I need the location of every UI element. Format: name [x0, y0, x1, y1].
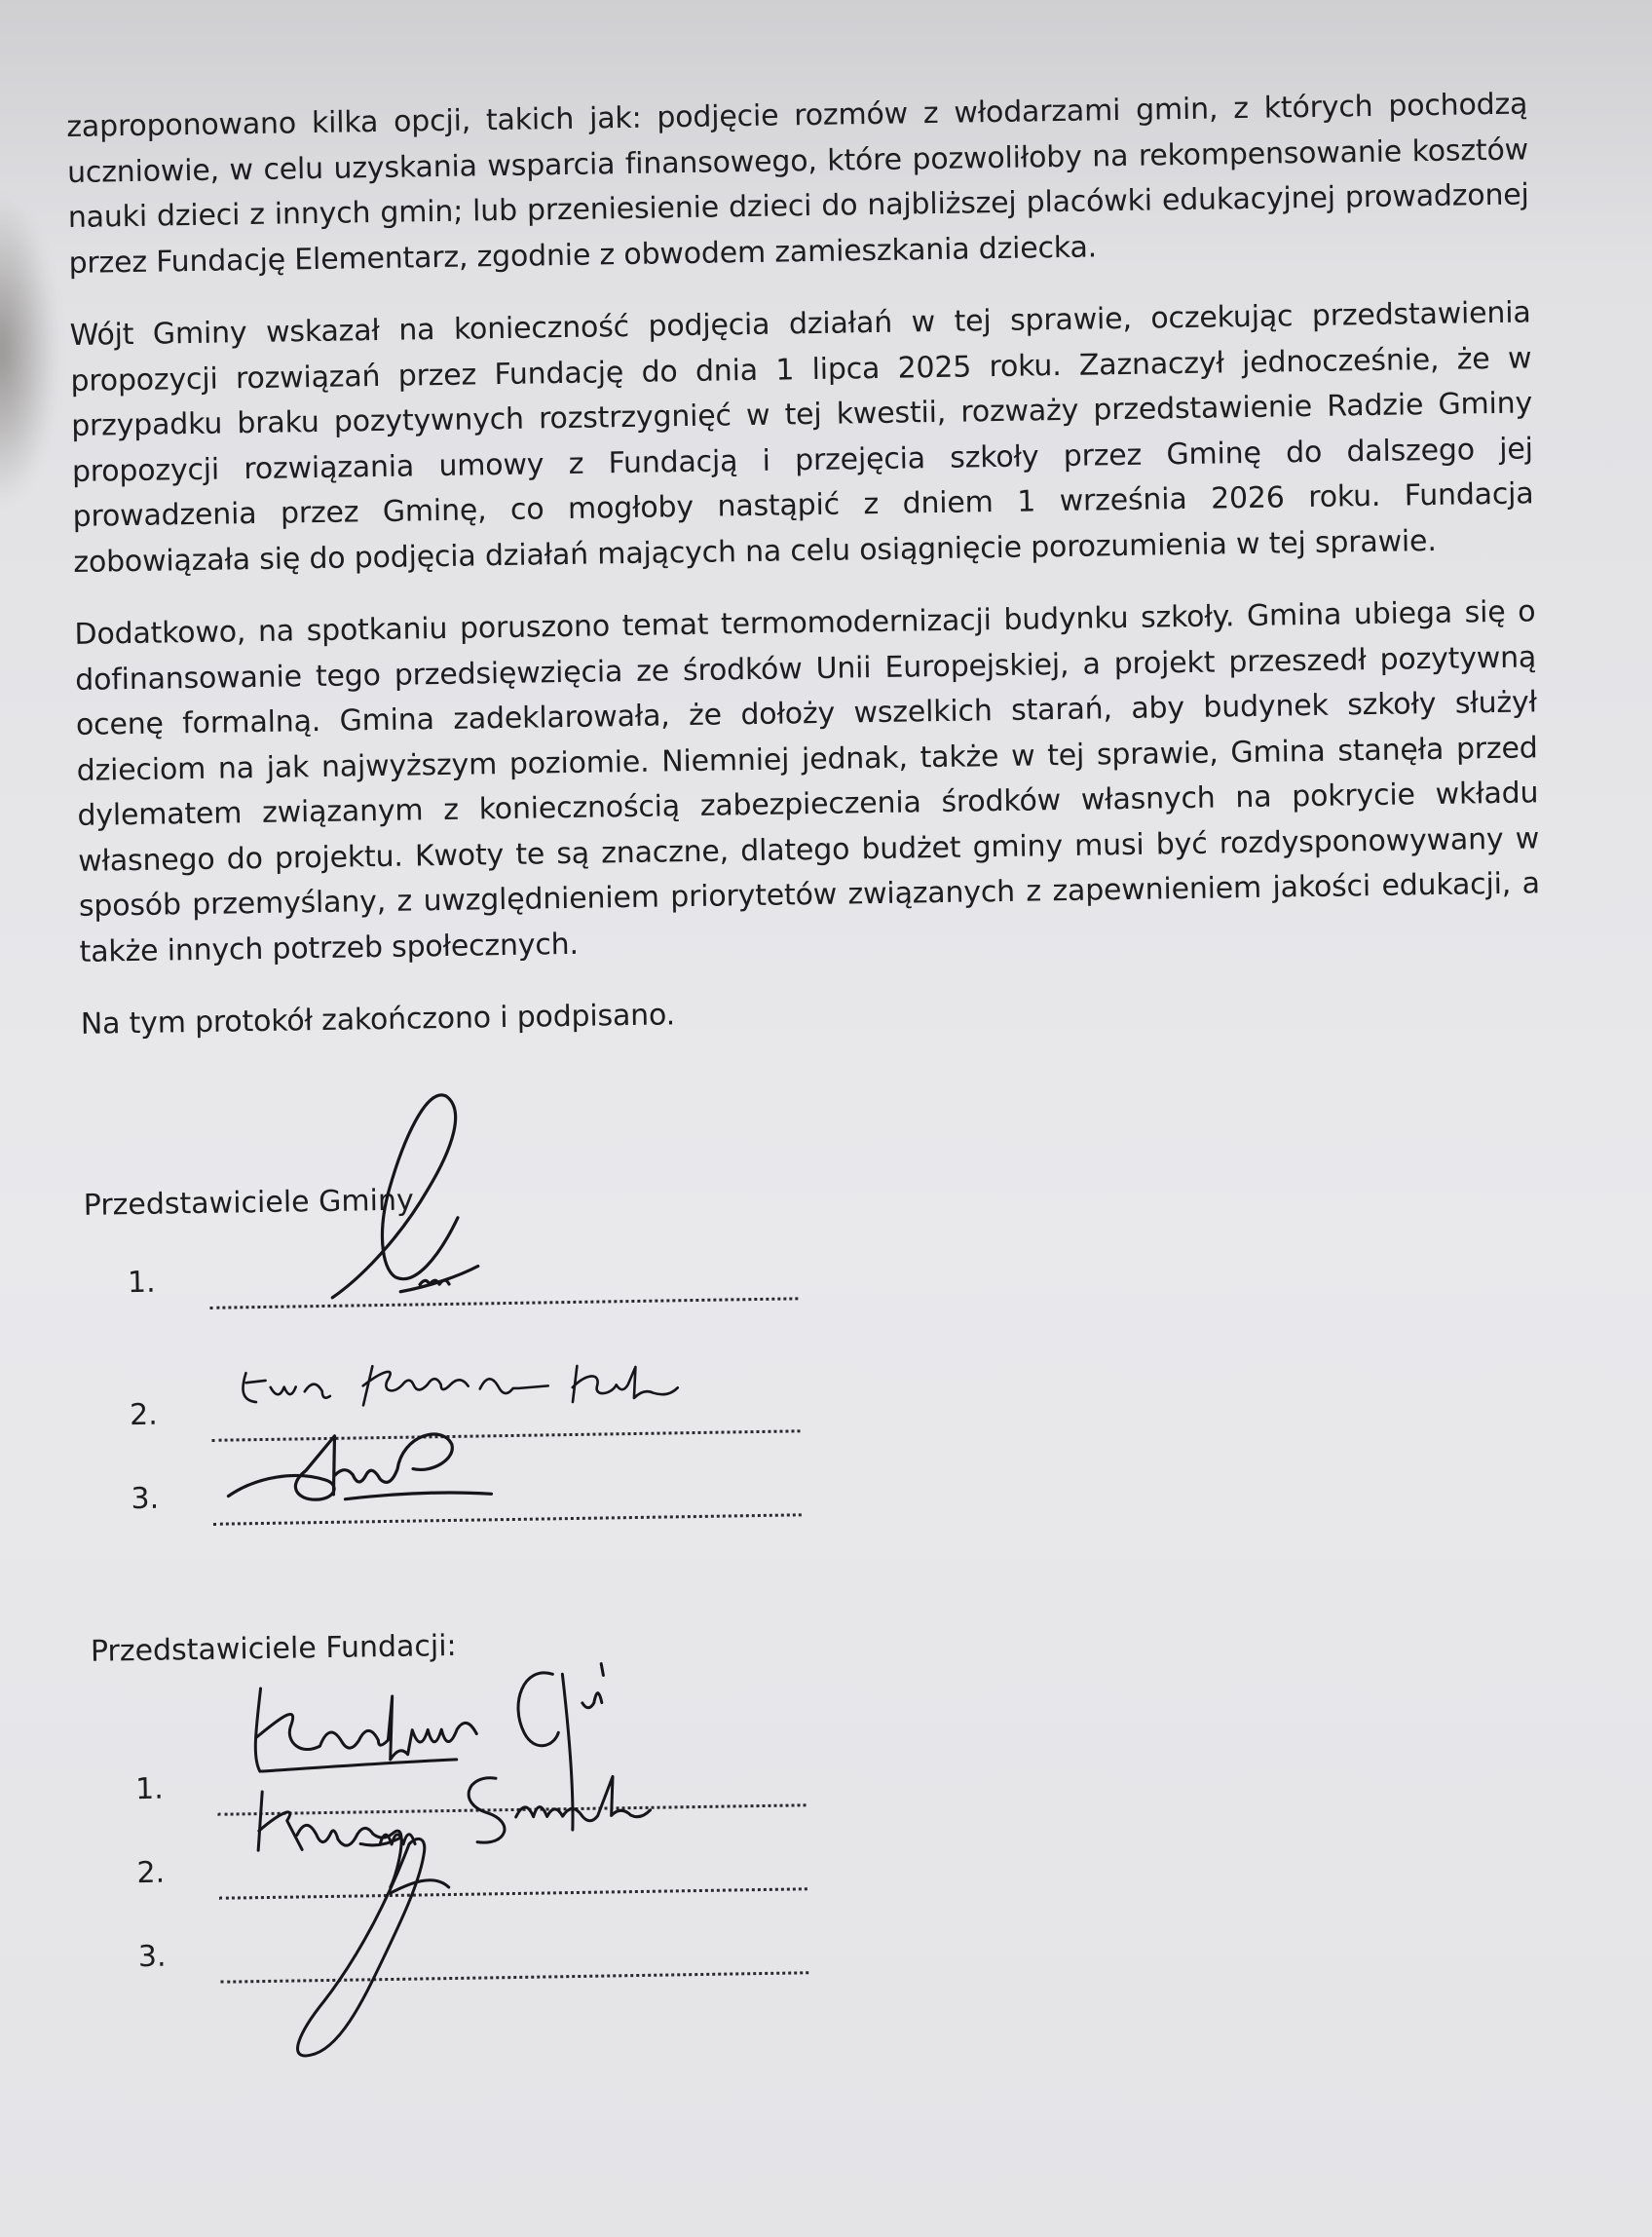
- foundation-representatives-label: Przedstawiciele Fundacji:: [90, 1628, 457, 1669]
- signature-number: 2.: [136, 1855, 166, 1891]
- paragraph-options: zaproponowano kilka opcji, takich jak: podjęcie rozmów z włodarzami gmin, z których pochodzą uczniowie, w celu uzyskania wsparcia finansowego, które pozwoliłoby na rekompensowanie kosztów nauki dzieci z innych gmin; lub przeniesienie dzieci do najbliższej placówki edukacyjnej prowadzonej przez Fundację Elementarz, zgodnie z obwodem zamieszkania dziecka.: [66, 87, 1529, 281]
- signature-number: 1.: [134, 1771, 165, 1807]
- handwritten-signature: [217, 1414, 531, 1526]
- page-shadow: [0, 195, 58, 507]
- municipality-signature-row-3: [131, 1458, 813, 1527]
- signature-number: 1.: [127, 1265, 156, 1301]
- signature-number: 2.: [129, 1397, 159, 1433]
- paragraph-thermomodernization: Dodatkowo, na spotkaniu poruszono temat termomodernizacji budynku szkoły. Gmina ubiega się o dofinansowanie tego przedsięwzięcia ze środków Unii Europejskiej, a projekt przeszedł pozytywną ocenę formalną. Gmina zadeklarowała, że dołoży wszelkich starań, aby budynek szkoły służył dzieciom na jak najwyższym poziomie. Niemniej jednak, także w tej sprawie, Gmina stanęła przed dylematem związanym z koniecznością zabezpieczenia środków własnych na pokrycie wkładu własnego do projektu. Kwoty te są znaczne, dlatego budżet gminy musi być rozdysponowywany w sposób przemyślany, z uwzględnieniem priorytetów związanych z zapewnieniem jakości edukacji, a także innych potrzeb społecznych.: [74, 594, 1541, 969]
- foundation-signature-row-3: [137, 1915, 820, 1985]
- handwritten-signature: [319, 1081, 518, 1317]
- handwritten-signature: [253, 1813, 491, 2070]
- document-body: [66, 82, 1542, 1975]
- municipality-representatives-label: Przedstawiciele Gminy: [83, 1183, 414, 1223]
- municipality-signature-row-1: [127, 1241, 809, 1310]
- signature-number: 3.: [137, 1939, 167, 1975]
- paragraph-closing: Na tym protokół zakończono i podpisano.: [80, 998, 676, 1042]
- signature-number: 3.: [131, 1481, 160, 1517]
- paragraph-mayor: Wójt Gminy wskazał na konieczność podjęcia działań w tej sprawie, oczekując przedstawienia propozycji rozwiązań przez Fundację do dnia 1 lipca 2025 roku. Zaznaczył jednocześnie, że w przypadku braku pozytywnych rozstrzygnięć w tej kwestii, rozważy przedstawienie Radzie Gminy propozycji rozwiązania umowy z Fundacją i przejęcia szkoły przez Gminę do dalszego jej prowadzenia przez Gminę, co mogłoby nastąpić z dniem 1 września 2026 roku. Fundacja zobowiązała się do podjęcia działań mających na celu osiągnięcie porozumienia w tej sprawie.: [69, 295, 1534, 580]
